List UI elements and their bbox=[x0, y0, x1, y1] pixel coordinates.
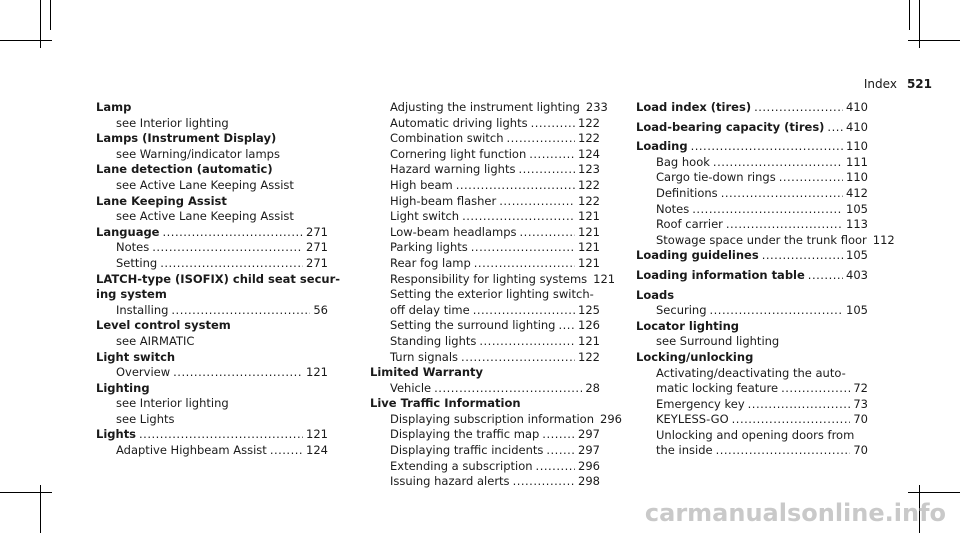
page-reference[interactable]: 105 bbox=[846, 248, 868, 263]
entry-label: see Warning/indicator lamps bbox=[116, 146, 280, 161]
entry-label: Adjusting the instrument lighting bbox=[390, 100, 580, 114]
page-reference[interactable]: 124 bbox=[578, 146, 600, 161]
page-reference[interactable]: 122 bbox=[578, 115, 600, 130]
entry-label: Automatic driving lights bbox=[390, 115, 528, 130]
dot-leader bbox=[434, 381, 582, 397]
page-number: 521 bbox=[906, 77, 932, 91]
page-reference[interactable]: 70 bbox=[853, 443, 868, 458]
dot-leader bbox=[474, 256, 575, 272]
entry-label: Notes bbox=[656, 201, 690, 216]
entry-label: see Active Lane Keeping Assist bbox=[116, 209, 294, 224]
entry-label: Lane Keeping Assist bbox=[96, 193, 227, 208]
dot-leader bbox=[473, 303, 575, 319]
section-title: Index bbox=[863, 77, 897, 91]
index-term[interactable] bbox=[96, 225, 328, 241]
page-reference[interactable]: 271 bbox=[306, 255, 328, 270]
page-reference[interactable]: 121 bbox=[306, 427, 328, 442]
index-term bbox=[96, 162, 328, 178]
page-reference[interactable]: 110 bbox=[846, 139, 868, 154]
index-subentry[interactable] bbox=[636, 217, 868, 233]
dot-leader bbox=[171, 303, 310, 319]
dot-leader bbox=[732, 412, 851, 428]
entry-label: Lane detection (automatic) bbox=[96, 162, 273, 177]
dot-leader bbox=[507, 131, 576, 147]
entry-label: Installing bbox=[116, 302, 169, 317]
index-term bbox=[636, 319, 868, 335]
page-reference[interactable]: 72 bbox=[853, 381, 868, 396]
page-reference[interactable]: 56 bbox=[313, 302, 328, 317]
index-subentry[interactable] bbox=[370, 131, 600, 147]
index-subentry[interactable] bbox=[370, 225, 600, 241]
entry-label: Overview bbox=[116, 365, 171, 380]
index-subentry[interactable] bbox=[370, 411, 622, 428]
dot-leader bbox=[173, 365, 303, 381]
index-subentry[interactable] bbox=[370, 443, 600, 459]
page-reference[interactable]: 110 bbox=[846, 170, 868, 185]
entry-label: Activating/deactivating the auto- bbox=[656, 365, 846, 380]
entry-label: Setting the exterior lighting switch- bbox=[390, 287, 594, 302]
index-subentry[interactable] bbox=[370, 474, 600, 490]
entry-label: see Interior lighting bbox=[116, 396, 229, 411]
entry-label: see Interior lighting bbox=[116, 115, 229, 130]
dot-leader bbox=[160, 256, 303, 272]
dot-leader bbox=[529, 147, 575, 163]
page-reference[interactable]: 296 bbox=[578, 458, 600, 473]
index-subentry bbox=[96, 116, 328, 132]
index-subentry[interactable] bbox=[636, 397, 868, 413]
page-reference[interactable]: 271 bbox=[306, 224, 328, 239]
page-reference[interactable]: 297 bbox=[578, 443, 600, 458]
page-reference[interactable]: 28 bbox=[585, 380, 600, 395]
page-reference[interactable]: 105 bbox=[846, 201, 868, 216]
page-reference[interactable]: 122 bbox=[578, 193, 600, 208]
entry-label: Adaptive Highbeam Assist bbox=[116, 443, 267, 458]
entry-label: Standing lights bbox=[390, 333, 477, 348]
index-subentry[interactable] bbox=[636, 412, 868, 428]
dot-leader bbox=[531, 116, 575, 132]
entry-label: see AIRMATIC bbox=[116, 333, 195, 348]
dot-leader bbox=[520, 225, 576, 241]
dot-leader bbox=[471, 240, 575, 256]
entry-label: Locking/unlocking bbox=[636, 349, 754, 364]
dot-leader bbox=[721, 186, 843, 202]
dot-leader bbox=[270, 443, 303, 459]
entry-label: Language bbox=[96, 224, 160, 239]
entry-label: Hazard warning lights bbox=[390, 162, 516, 177]
index-subentry bbox=[96, 147, 328, 163]
index-term bbox=[96, 194, 328, 210]
entry-label: Low-beam headlamps bbox=[390, 224, 517, 239]
entry-label: Lighting bbox=[96, 380, 150, 395]
entry-label: Level control system bbox=[96, 318, 231, 333]
index-subentry[interactable] bbox=[636, 232, 895, 249]
page-reference[interactable]: 73 bbox=[853, 396, 868, 411]
page-reference[interactable]: 122 bbox=[578, 177, 600, 192]
entry-label: Light switch bbox=[96, 349, 176, 364]
index-subentry[interactable] bbox=[96, 443, 328, 459]
index-term[interactable] bbox=[636, 268, 868, 284]
index-subentry bbox=[96, 396, 328, 412]
entry-label: Displaying traffic incidents bbox=[390, 443, 544, 458]
index-term bbox=[96, 131, 328, 147]
index-subentry[interactable] bbox=[370, 303, 600, 319]
entry-label: Loading information table bbox=[636, 267, 805, 282]
dot-leader bbox=[163, 225, 304, 241]
dot-leader bbox=[542, 427, 575, 443]
index-term bbox=[96, 287, 328, 303]
index-column-3 bbox=[636, 100, 895, 459]
index-subentry[interactable] bbox=[636, 170, 868, 186]
page-reference[interactable]: 298 bbox=[578, 474, 600, 489]
index-subentry[interactable] bbox=[370, 209, 600, 225]
index-subentry[interactable] bbox=[636, 202, 868, 218]
index-term[interactable] bbox=[636, 120, 868, 136]
index-subentry bbox=[96, 178, 328, 194]
entry-label: Responsibility for lighting systems bbox=[390, 271, 588, 286]
entry-label: Limited Warranty bbox=[370, 365, 484, 380]
page-reference[interactable]: 70 bbox=[853, 412, 868, 427]
entry-label: Extending a subscription bbox=[390, 458, 533, 473]
page-reference[interactable]: 412 bbox=[846, 185, 868, 200]
index-subentry[interactable] bbox=[370, 381, 600, 397]
index-subentry[interactable] bbox=[370, 100, 608, 116]
page-reference[interactable]: 126 bbox=[578, 318, 600, 333]
index-subentry[interactable] bbox=[370, 350, 600, 366]
page-reference[interactable]: 121 bbox=[306, 365, 328, 380]
dot-leader bbox=[692, 202, 843, 218]
page-reference[interactable]: 233 bbox=[585, 100, 608, 114]
entry-label: Securing bbox=[656, 303, 707, 318]
entry-label: Combination switch bbox=[390, 131, 504, 146]
page-reference[interactable]: 297 bbox=[578, 427, 600, 442]
entry-label: see Active Lane Keeping Assist bbox=[116, 177, 294, 192]
entry-label: see Lights bbox=[116, 411, 175, 426]
page-reference[interactable]: 410 bbox=[846, 100, 868, 114]
index-subentry bbox=[636, 428, 868, 444]
page-reference[interactable]: 105 bbox=[846, 303, 868, 318]
dot-leader bbox=[710, 303, 844, 319]
index-subentry bbox=[636, 334, 868, 350]
index-subentry[interactable] bbox=[370, 318, 600, 334]
page-reference[interactable]: 121 bbox=[578, 333, 600, 348]
entry-label: Load-bearing capacity (tires) bbox=[636, 119, 825, 134]
watermark: carmanualsonline.info bbox=[644, 499, 946, 527]
index-term[interactable] bbox=[636, 139, 868, 155]
entry-label: Displaying the traffic map bbox=[390, 427, 540, 442]
entry-label: Cornering light function bbox=[390, 146, 527, 161]
index-subentry[interactable] bbox=[370, 334, 600, 350]
entry-label: Lights bbox=[96, 427, 137, 442]
entry-label: Locator lighting bbox=[636, 318, 740, 333]
index-subentry[interactable] bbox=[96, 365, 328, 381]
index-subentry[interactable] bbox=[636, 303, 868, 319]
entry-label: Setting the surround lighting bbox=[390, 318, 556, 333]
index-term bbox=[636, 288, 868, 304]
entry-label: Lamp bbox=[96, 100, 132, 114]
dot-leader bbox=[513, 474, 575, 490]
index-subentry[interactable] bbox=[636, 186, 868, 202]
index-subentry[interactable] bbox=[636, 443, 868, 459]
index-term bbox=[96, 381, 328, 397]
page-reference[interactable]: 123 bbox=[578, 162, 600, 177]
entry-label: Loads bbox=[636, 287, 675, 302]
dot-leader bbox=[827, 120, 843, 136]
dot-leader bbox=[479, 334, 575, 350]
dot-leader bbox=[781, 381, 850, 397]
index-subentry[interactable] bbox=[370, 256, 600, 272]
page-reference[interactable]: 111 bbox=[846, 154, 868, 169]
page-reference[interactable]: 271 bbox=[306, 240, 328, 255]
entry-label: Rear fog lamp bbox=[390, 255, 471, 270]
index-subentry[interactable] bbox=[96, 256, 328, 272]
index-subentry bbox=[96, 334, 328, 350]
index-subentry[interactable] bbox=[370, 271, 616, 288]
entry-label: Definitions bbox=[656, 185, 718, 200]
index-term bbox=[96, 318, 328, 334]
index-column-2 bbox=[370, 100, 622, 490]
entry-label: Stowage space under the trunk floor bbox=[656, 232, 867, 247]
index-subentry[interactable] bbox=[370, 116, 600, 132]
entry-label: KEYLESS-GO bbox=[656, 412, 729, 427]
dot-leader bbox=[762, 248, 843, 264]
entry-label: Vehicle bbox=[390, 380, 432, 395]
index-term[interactable] bbox=[636, 100, 868, 116]
entry-label: LATCH-type (ISOFIX) child seat secur- bbox=[96, 271, 341, 286]
entry-label: Load index (tires) bbox=[636, 100, 752, 114]
entry-label: Cargo tie-down rings bbox=[656, 170, 776, 185]
index-term bbox=[370, 396, 600, 412]
entry-label: matic locking feature bbox=[656, 381, 779, 396]
page-header bbox=[864, 77, 932, 91]
dot-leader bbox=[713, 155, 843, 171]
entry-label: Unlocking and opening doors from bbox=[656, 427, 855, 442]
dot-leader bbox=[726, 217, 843, 233]
entry-label: Displaying subscription information bbox=[390, 411, 595, 426]
page-reference[interactable]: 122 bbox=[578, 349, 600, 364]
page-reference[interactable]: 112 bbox=[872, 232, 895, 247]
index-subentry bbox=[636, 366, 868, 382]
page-reference[interactable]: 124 bbox=[306, 443, 328, 458]
page-reference[interactable]: 296 bbox=[600, 411, 622, 426]
page-reference[interactable]: 403 bbox=[846, 267, 868, 282]
entry-label: High-beam flasher bbox=[390, 193, 497, 208]
dot-leader bbox=[461, 350, 575, 366]
page-reference[interactable]: 122 bbox=[578, 131, 600, 146]
index-subentry bbox=[96, 412, 328, 428]
index-subentry[interactable] bbox=[370, 178, 600, 194]
dot-leader bbox=[518, 162, 575, 178]
index-subentry bbox=[96, 209, 328, 225]
dot-leader bbox=[779, 170, 843, 186]
entry-label: Loading guidelines bbox=[636, 248, 759, 263]
page-reference[interactable]: 121 bbox=[593, 271, 616, 286]
entry-label: Roof carrier bbox=[656, 217, 723, 232]
page-reference[interactable]: 121 bbox=[578, 209, 600, 224]
entry-label: High beam bbox=[390, 177, 453, 192]
dot-leader bbox=[462, 209, 575, 225]
index-subentry[interactable] bbox=[370, 459, 600, 475]
page-reference[interactable]: 121 bbox=[578, 224, 600, 239]
entry-label: the inside bbox=[656, 443, 713, 458]
entry-label: see Surround lighting bbox=[656, 334, 780, 349]
entry-label: Loading bbox=[636, 139, 688, 154]
index-term bbox=[370, 365, 600, 381]
dot-leader bbox=[152, 240, 303, 256]
entry-label: Bag hook bbox=[656, 154, 710, 169]
index-subentry[interactable] bbox=[370, 147, 600, 163]
dot-leader bbox=[456, 178, 575, 194]
dot-leader bbox=[691, 139, 843, 155]
page-reference[interactable]: 125 bbox=[578, 302, 600, 317]
index-subentry[interactable] bbox=[636, 381, 868, 397]
page-reference[interactable]: 113 bbox=[846, 217, 868, 232]
dot-leader bbox=[558, 318, 575, 334]
index-term[interactable] bbox=[96, 427, 328, 443]
dot-leader bbox=[754, 100, 843, 116]
index-term bbox=[96, 100, 328, 116]
index-term bbox=[636, 350, 868, 366]
dot-leader bbox=[536, 459, 576, 475]
entry-label: Issuing hazard alerts bbox=[390, 474, 510, 489]
index-term bbox=[96, 271, 341, 288]
dot-leader bbox=[716, 443, 851, 459]
entry-label: Light switch bbox=[390, 209, 460, 224]
page-reference[interactable]: 410 bbox=[846, 119, 868, 134]
index-subentry[interactable] bbox=[636, 155, 868, 171]
entry-label: Live Traffic Information bbox=[370, 396, 521, 411]
dot-leader bbox=[748, 397, 851, 413]
index-column-1 bbox=[96, 100, 341, 459]
index-term[interactable] bbox=[636, 248, 868, 264]
index-subentry[interactable] bbox=[370, 427, 600, 443]
dot-leader bbox=[546, 443, 575, 459]
dot-leader bbox=[139, 427, 303, 443]
index-subentry[interactable] bbox=[370, 194, 600, 210]
dot-leader bbox=[499, 194, 575, 210]
index-term bbox=[96, 350, 328, 366]
entry-label: Notes bbox=[116, 240, 150, 255]
index-subentry[interactable] bbox=[370, 162, 600, 178]
entry-label: Setting bbox=[116, 255, 158, 270]
entry-label: Emergency key bbox=[656, 396, 745, 411]
entry-label: off delay time bbox=[390, 302, 470, 317]
dot-leader bbox=[808, 268, 843, 284]
index-subentry bbox=[370, 287, 600, 303]
entry-label: ing system bbox=[96, 287, 167, 302]
index-subentry[interactable] bbox=[96, 303, 328, 319]
page-reference[interactable]: 121 bbox=[578, 255, 600, 270]
entry-label: Lamps (Instrument Display) bbox=[96, 131, 277, 146]
index-subentry[interactable] bbox=[96, 240, 328, 256]
index-subentry[interactable] bbox=[370, 240, 600, 256]
page-reference[interactable]: 121 bbox=[578, 240, 600, 255]
entry-label: Turn signals bbox=[390, 349, 459, 364]
entry-label: Parking lights bbox=[390, 240, 468, 255]
